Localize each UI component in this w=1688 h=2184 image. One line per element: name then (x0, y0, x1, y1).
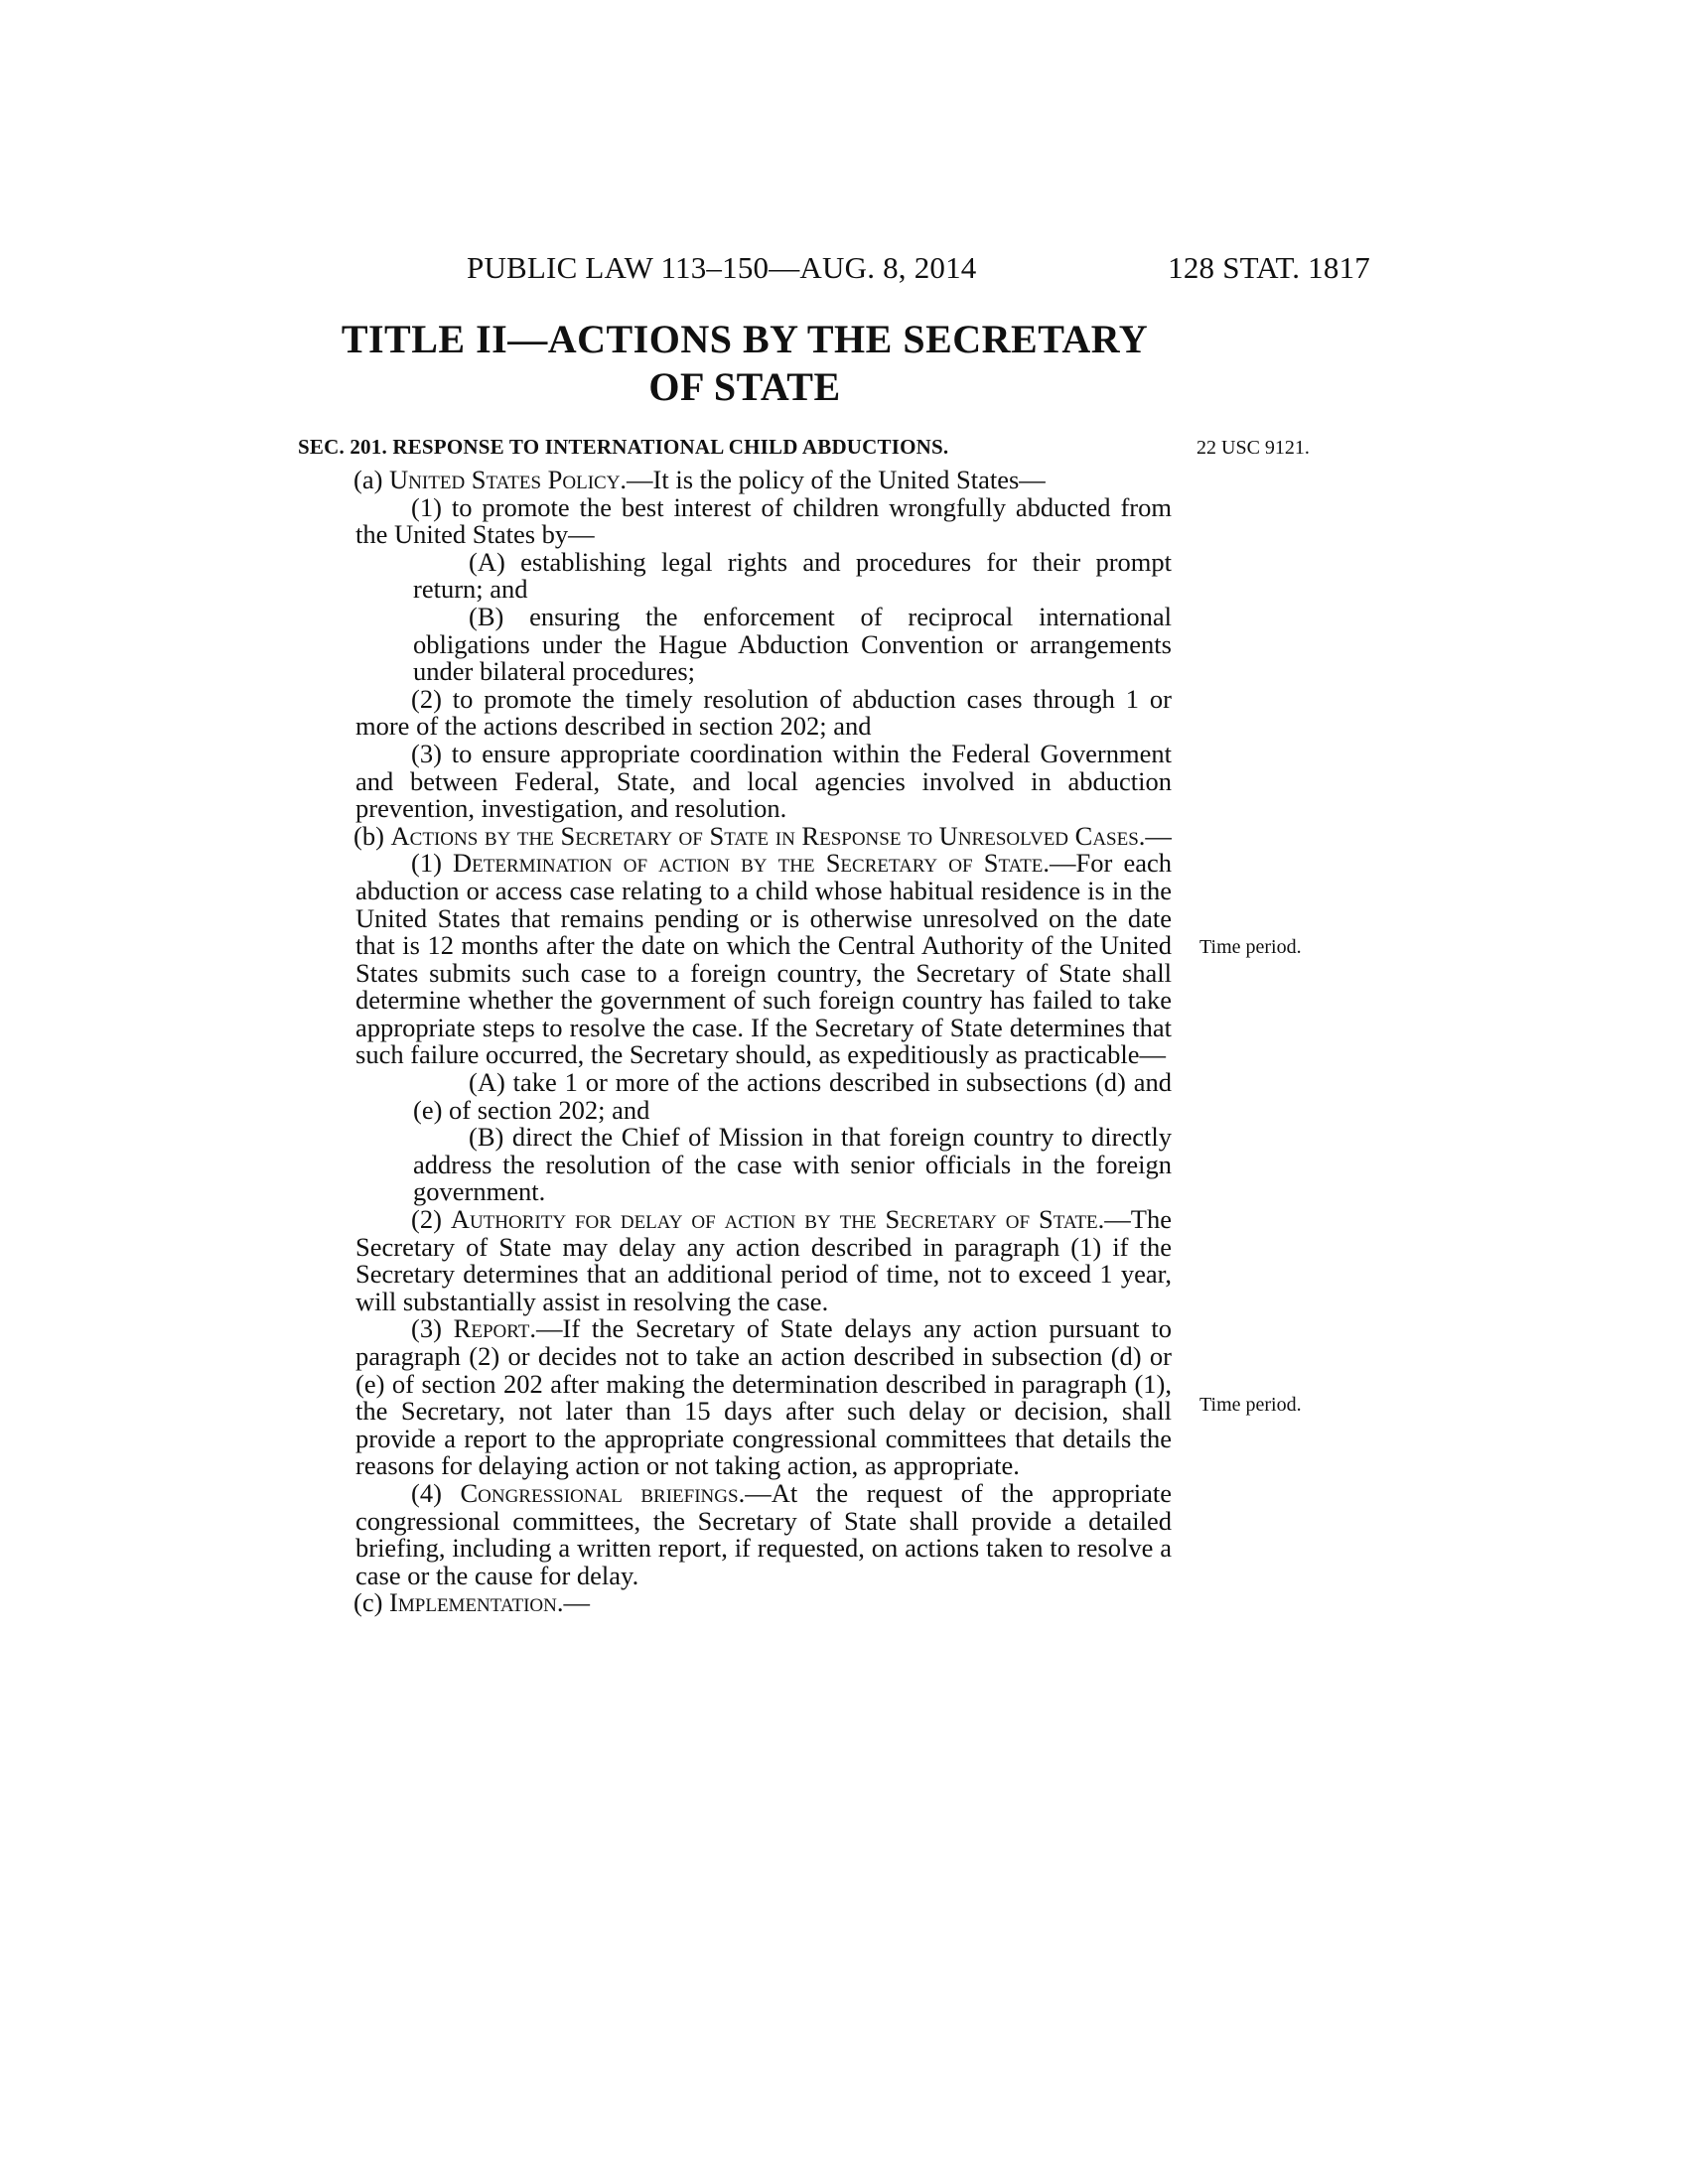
subparagraph-a1B: (B) ensuring the enforcement of reciprocal international obligations under the Hague Abduction Convention or arrangements under bilateral procedures; (413, 601, 1172, 687)
paragraph-b4-label: (4) (411, 1477, 461, 1508)
paragraph-b3-text: .—If the Secretary of State delays any action pursuant to paragraph (2) or decides not to take an action described in subsection (d) or (e) of section 202 after making the determination described in paragraph (1), the Secretary, not later than 15 days after such delay or decision, shall provide a report to the appropriate congressional committees that details the reasons for delaying action or not taking action, as appropriate. (355, 1313, 1172, 1481)
margin-note-time-period: Time period. (1199, 936, 1302, 958)
title-line-1: TITLE II—ACTIONS BY THE SECRETARY (341, 317, 1149, 361)
paragraph-b2-text: .—The Secretary of State may delay any action described in paragraph (1) if the Secretary determines that an additional period of time, not to exceed 1 year, will substantially assist in resolving the case. (355, 1204, 1172, 1316)
section-heading: SEC. 201. RESPONSE TO INTERNATIONAL CHILD ABDUCTIONS. (298, 435, 949, 459)
subsection-b-heading: Actions by the Secretary of State in Response to Unresolved Cases (390, 820, 1139, 851)
subparagraph-a1A: (A) establishing legal rights and procedures for their prompt return; and (413, 546, 1172, 605)
paragraph-b1-text: .—For each abduction or access case relating to a child whose habitual residence is in the United States that remains pending or is otherwise unresolved on the date that is 12 months after the date on which the Central Authority of the United States submits such case to a foreign country, the Secretary of State shall determine whether the government of such foreign country has failed to take appropriate steps to resolve the case. If the Secretary of State determines that such failure occurred, the Secretary should, as expeditiously as practicable— (355, 848, 1172, 1070)
paragraph-b2-heading: Authority for delay of action by the Secretary of State (450, 1204, 1098, 1235)
subsection-a (298, 467, 1172, 494)
subsection-a-text: .—It is the policy of the United States— (620, 465, 1046, 494)
subparagraph-b1B: (B) direct the Chief of Mission in that foreign country to directly address the resolution of the case with senior officials in the foreign government. (413, 1122, 1172, 1207)
paragraph-b4-text: .—At the request of the appropriate congressional committees, the Secretary of State shall provide a detailed briefing, including a written report, if requested, on actions taken to resolve a case or the cause for delay. (355, 1477, 1172, 1590)
subsection-a-label: (a) (353, 465, 390, 494)
paragraph-b4 (298, 1477, 1172, 1590)
paragraph-b3-heading: Report (453, 1313, 530, 1344)
title-line-2: OF STATE (648, 364, 841, 409)
subsection-c-text: .— (556, 1587, 590, 1618)
paragraph-a3: (3) to ensure appropriate coordination within the Federal Government and between Federal, State, and local agencies involved in abduction prevention, investigation, and resolution. (355, 738, 1172, 824)
subsection-a-heading: United States Policy (389, 465, 621, 494)
subsection-c-label: (c) (353, 1587, 390, 1618)
margin-note-usc: 22 USC 9121. (1196, 437, 1310, 459)
subparagraph-b1A: (A) take 1 or more of the actions described in subsections (d) and (e) of section 202; and (413, 1067, 1172, 1125)
paragraph-b3-label: (3) (411, 1313, 454, 1344)
subsection-b (298, 820, 1172, 851)
paragraph-a2: (2) to promote the timely resolution of abduction cases through 1 or more of the actions described in section 202; and (355, 683, 1172, 742)
subsection-c (298, 1589, 1172, 1617)
subsection-b-label: (b) (353, 820, 391, 851)
paragraph-b3 (298, 1315, 1172, 1480)
paragraph-b2-label: (2) (411, 1204, 451, 1235)
paragraph-b4-heading: Congressional briefings (460, 1477, 739, 1508)
public-law-citation: PUBLIC LAW 113–150—AUG. 8, 2014 (467, 250, 977, 285)
section-body (298, 467, 1172, 1617)
title-heading (298, 316, 1192, 411)
statute-page-number: 128 STAT. 1817 (1168, 250, 1370, 285)
margin-note-time-period: Time period. (1199, 1394, 1302, 1416)
paragraph-b1-label: (1) (411, 848, 454, 879)
paragraph-b1-heading: Determination of action by the Secretary of State (453, 848, 1044, 879)
paragraph-b1 (298, 850, 1172, 1069)
paragraph-b2 (298, 1206, 1172, 1315)
subsection-c-heading: Implementation (389, 1587, 557, 1618)
paragraph-a1: (1) to promote the best interest of children wrongfully abducted from the United States by— (355, 491, 1172, 550)
subsection-b-text: .— (1138, 820, 1172, 851)
